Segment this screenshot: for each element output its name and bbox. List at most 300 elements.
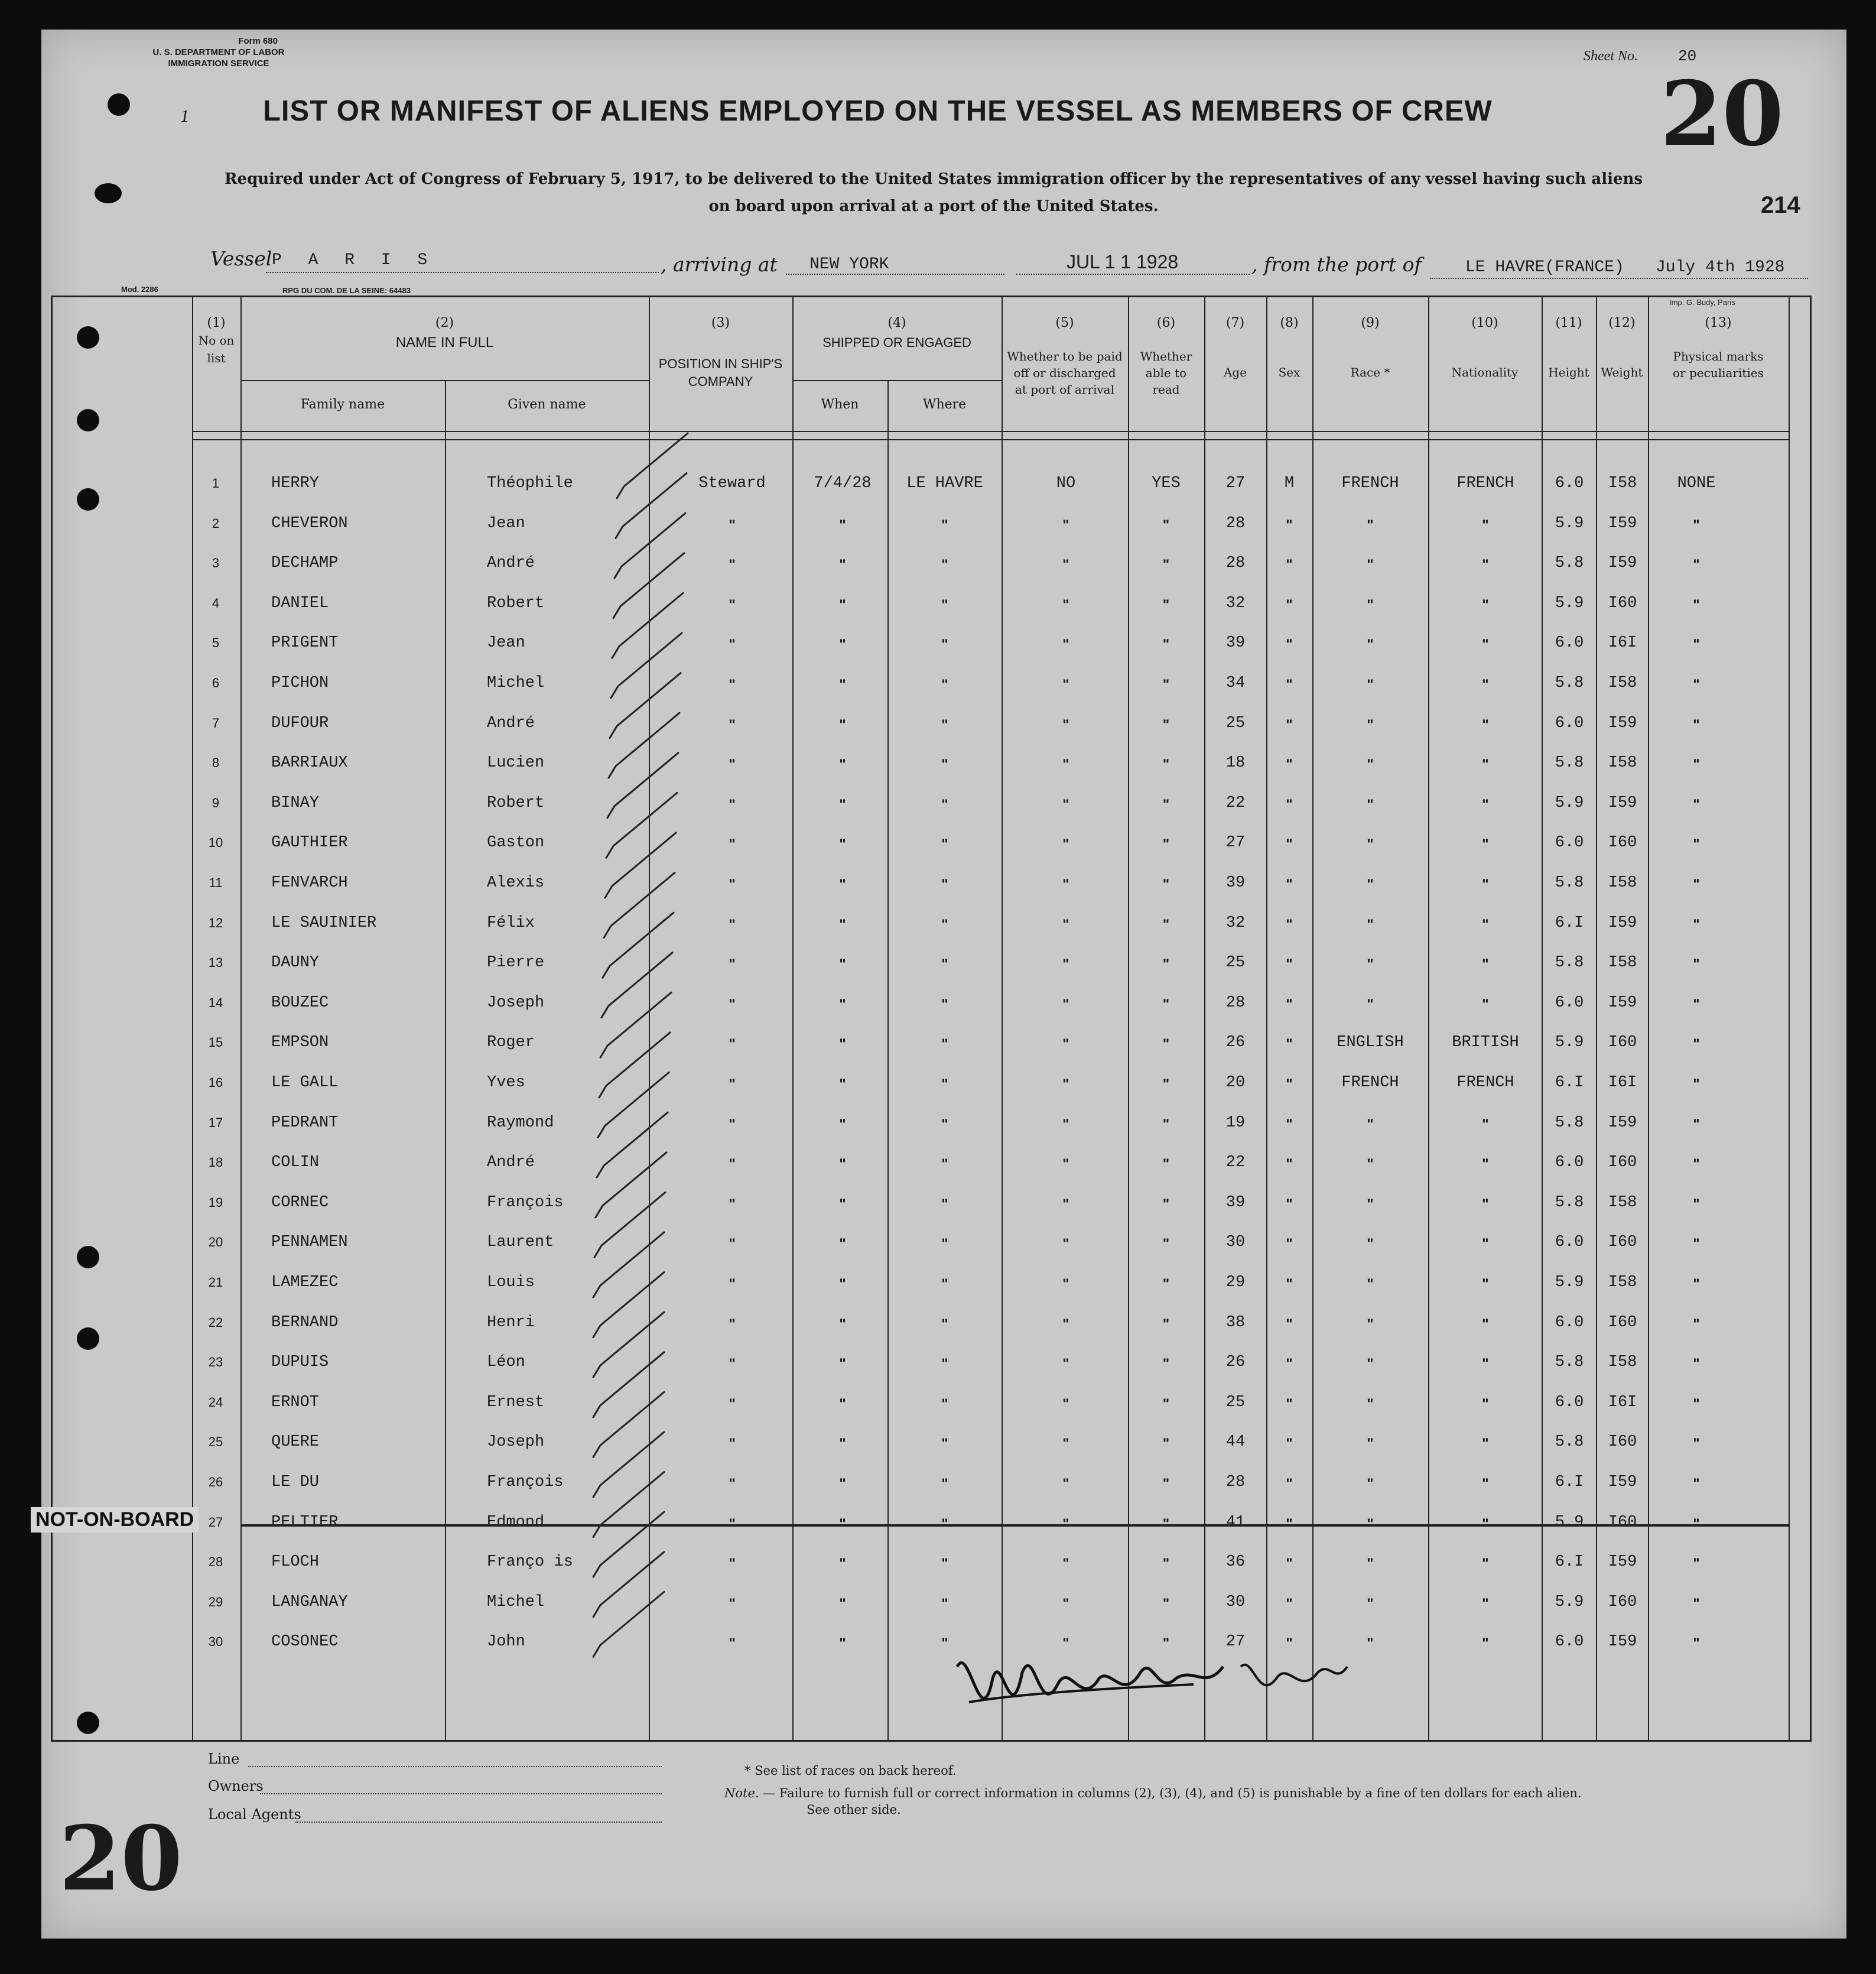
cell-height: 5.8 bbox=[1555, 674, 1584, 692]
cell-family: LE SAUINIER bbox=[271, 914, 377, 932]
cell-where: " bbox=[941, 1595, 948, 1612]
cell-family: PEDRANT bbox=[271, 1113, 339, 1132]
cell-position: " bbox=[729, 1515, 736, 1532]
cell-given: Robert bbox=[487, 594, 545, 612]
cell-paid-off: " bbox=[1062, 1076, 1069, 1092]
cell-marks: " bbox=[1693, 1476, 1700, 1492]
cell-sex: " bbox=[1286, 757, 1293, 773]
cell-position: " bbox=[729, 1395, 736, 1412]
col9-label: Race * bbox=[1350, 365, 1390, 379]
cell-sex: " bbox=[1286, 1236, 1293, 1252]
cell-paid-off: " bbox=[1062, 716, 1069, 733]
cell-given: Joseph bbox=[487, 1433, 545, 1452]
department-label: U. S. DEPARTMENT OF LABOR bbox=[152, 47, 285, 57]
cell-height: 5.8 bbox=[1555, 1193, 1584, 1212]
col6-label: Whether able to read bbox=[1140, 349, 1192, 397]
cell-read: " bbox=[1162, 716, 1170, 733]
cell-nationality: " bbox=[1482, 1316, 1489, 1332]
col5-num: (5) bbox=[1055, 316, 1074, 330]
cell-family: CHEVERON bbox=[271, 514, 348, 533]
row-number: 26 bbox=[208, 1475, 223, 1489]
cell-race: " bbox=[1367, 1196, 1374, 1212]
corner-mark: 1 bbox=[180, 106, 189, 126]
row-number: 11 bbox=[209, 875, 223, 890]
row-number: 4 bbox=[212, 595, 220, 611]
cell-nationality: " bbox=[1482, 1635, 1489, 1652]
row-number: 9 bbox=[212, 795, 220, 810]
row-number: 25 bbox=[208, 1434, 223, 1450]
cell-height: 6.0 bbox=[1555, 834, 1584, 852]
cell-sex: " bbox=[1286, 1635, 1293, 1652]
cell-position: " bbox=[729, 1236, 736, 1252]
cell-when: " bbox=[839, 1395, 846, 1412]
check-mark bbox=[616, 473, 687, 538]
cell-paid-off: " bbox=[1062, 1316, 1069, 1332]
cell-nationality: " bbox=[1482, 716, 1489, 733]
cell-where: " bbox=[941, 1476, 948, 1492]
cell-height: 6.0 bbox=[1555, 1393, 1584, 1411]
cell-family: COSONEC bbox=[271, 1633, 339, 1651]
cell-read: " bbox=[1162, 1316, 1170, 1332]
cell-given: André bbox=[487, 1154, 535, 1172]
cell-nationality: " bbox=[1482, 996, 1489, 1012]
arriving-underline bbox=[786, 274, 1004, 275]
arriving-port: NEW YORK bbox=[809, 255, 889, 274]
cell-read: " bbox=[1162, 876, 1170, 892]
cell-nationality: " bbox=[1482, 796, 1489, 813]
cell-weight: I60 bbox=[1608, 834, 1637, 852]
race-note: * See list of races on back hereof. bbox=[744, 1764, 957, 1778]
cell-age: 28 bbox=[1225, 554, 1246, 573]
cell-paid-off: " bbox=[1062, 1036, 1069, 1053]
col11-num: (11) bbox=[1555, 316, 1582, 330]
cell-weight: I58 bbox=[1608, 1353, 1637, 1372]
arriving-label: , arriving at bbox=[661, 253, 778, 276]
col1-label: No on list bbox=[198, 333, 235, 365]
cell-age: 26 bbox=[1225, 1034, 1246, 1052]
row-number: 7 bbox=[212, 715, 220, 730]
cell-read: " bbox=[1162, 1395, 1170, 1412]
cell-paid-off: " bbox=[1062, 1156, 1069, 1173]
cell-paid-off: " bbox=[1062, 1395, 1069, 1412]
cell-marks: " bbox=[1693, 876, 1700, 892]
cell-paid-off: " bbox=[1062, 1236, 1069, 1252]
check-mark bbox=[598, 1073, 669, 1138]
cell-nationality: " bbox=[1482, 1276, 1489, 1292]
cell-when: " bbox=[839, 1635, 846, 1652]
check-marks bbox=[53, 297, 1813, 1744]
cell-weight: I59 bbox=[1608, 514, 1637, 533]
cell-given: Alexis bbox=[487, 874, 545, 892]
cell-paid-off: " bbox=[1062, 1196, 1069, 1212]
bottom-big-number: 20 bbox=[59, 1807, 183, 1911]
cell-race: " bbox=[1367, 1156, 1374, 1173]
cell-paid-off: " bbox=[1062, 996, 1069, 1012]
cell-height: 5.9 bbox=[1555, 594, 1584, 612]
cell-position: " bbox=[729, 1116, 736, 1132]
cell-when: " bbox=[839, 517, 846, 533]
cell-family: BOUZEC bbox=[271, 994, 329, 1012]
cell-race: " bbox=[1367, 557, 1374, 573]
check-mark bbox=[605, 833, 676, 898]
cell-weight: I59 bbox=[1608, 1113, 1637, 1132]
row-number: 12 bbox=[208, 915, 223, 930]
cell-weight: I59 bbox=[1608, 554, 1637, 573]
cell-weight: I60 bbox=[1608, 1313, 1637, 1332]
cell-race: ENGLISH bbox=[1337, 1034, 1404, 1052]
cell-race: " bbox=[1367, 1476, 1374, 1492]
printer-ref: RPG DU COM. DE LA SEINE: 64483 bbox=[282, 286, 411, 295]
cell-weight: I58 bbox=[1608, 874, 1637, 892]
cell-given: Michel bbox=[487, 1593, 545, 1611]
cell-where: " bbox=[941, 1436, 948, 1452]
cell-race: " bbox=[1367, 1395, 1374, 1412]
cell-given: Jean bbox=[487, 514, 525, 533]
cell-weight: I60 bbox=[1608, 1233, 1637, 1252]
check-mark bbox=[594, 1192, 665, 1257]
cell-when: " bbox=[839, 956, 846, 973]
cell-marks: " bbox=[1693, 1116, 1700, 1132]
cell-when: " bbox=[839, 1036, 846, 1053]
cell-sex: " bbox=[1286, 836, 1293, 853]
cell-family: DECHAMP bbox=[271, 554, 339, 573]
cell-family: PELTIER bbox=[271, 1513, 339, 1531]
cell-where: " bbox=[941, 1395, 948, 1412]
cell-position: " bbox=[729, 716, 736, 733]
col4-num: (4) bbox=[887, 316, 906, 330]
cell-age: 39 bbox=[1225, 634, 1246, 652]
row-number: 5 bbox=[212, 635, 220, 651]
cell-position: " bbox=[729, 1476, 736, 1492]
cell-height: 6.0 bbox=[1555, 1154, 1584, 1172]
cell-age: 20 bbox=[1225, 1074, 1246, 1092]
cell-sex: " bbox=[1286, 557, 1293, 573]
cell-weight: I60 bbox=[1608, 594, 1637, 612]
cell-read: " bbox=[1162, 757, 1170, 773]
cell-nationality: " bbox=[1482, 1595, 1489, 1612]
cell-family: DANIEL bbox=[271, 594, 329, 612]
cell-position: " bbox=[729, 1635, 736, 1652]
cell-paid-off: " bbox=[1062, 876, 1069, 892]
row-number: 21 bbox=[208, 1275, 223, 1290]
row-number: 29 bbox=[208, 1594, 223, 1609]
cell-sex: " bbox=[1286, 996, 1293, 1012]
row-number: 28 bbox=[208, 1554, 223, 1570]
cell-when: " bbox=[839, 596, 846, 613]
cell-sex: " bbox=[1286, 1196, 1293, 1212]
cell-weight: I60 bbox=[1608, 1593, 1637, 1611]
cell-paid-off: " bbox=[1062, 1635, 1069, 1652]
cell-read: YES bbox=[1152, 475, 1181, 492]
check-mark bbox=[604, 873, 675, 938]
cell-when: " bbox=[839, 836, 846, 853]
owners-label: Owners bbox=[208, 1778, 264, 1794]
row-number: 14 bbox=[208, 995, 223, 1010]
cell-weight: I59 bbox=[1608, 714, 1637, 732]
cell-race: " bbox=[1367, 956, 1374, 973]
cell-paid-off: " bbox=[1062, 916, 1069, 933]
cell-race: " bbox=[1367, 1356, 1374, 1372]
mod-number: Mod. 2286 bbox=[121, 285, 158, 294]
check-mark bbox=[611, 633, 682, 698]
cell-read: " bbox=[1162, 1635, 1170, 1652]
cell-marks: " bbox=[1693, 1196, 1700, 1212]
cell-race: " bbox=[1367, 517, 1374, 533]
cell-where: " bbox=[941, 1236, 948, 1252]
cell-age: 22 bbox=[1225, 1154, 1246, 1172]
cell-read: " bbox=[1162, 1595, 1170, 1612]
cell-weight: I58 bbox=[1608, 1274, 1637, 1291]
cell-given: Ernest bbox=[487, 1393, 545, 1411]
row-number: 23 bbox=[208, 1355, 223, 1370]
cell-nationality: " bbox=[1482, 637, 1489, 653]
cell-family: FLOCH bbox=[271, 1553, 320, 1572]
cell-paid-off: " bbox=[1062, 1436, 1069, 1452]
cell-race: " bbox=[1367, 1116, 1374, 1132]
cell-family: FENVARCH bbox=[271, 874, 348, 892]
cell-race: FRENCH bbox=[1341, 475, 1399, 492]
cell-sex: " bbox=[1286, 1116, 1293, 1132]
sheet-no-label: Sheet No. bbox=[1584, 48, 1638, 64]
cell-sex: " bbox=[1286, 1595, 1293, 1612]
cell-given: Raymond bbox=[487, 1113, 554, 1132]
col6-num: (6) bbox=[1156, 316, 1176, 330]
cell-read: " bbox=[1162, 916, 1170, 933]
check-mark bbox=[610, 673, 681, 738]
form-number: Form 680 bbox=[238, 36, 278, 46]
cell-sex: " bbox=[1286, 1436, 1293, 1452]
cell-family: EMPSON bbox=[271, 1034, 329, 1052]
cell-race: " bbox=[1367, 1556, 1374, 1572]
col10-label: Nationality bbox=[1451, 365, 1519, 379]
cell-race: " bbox=[1367, 796, 1374, 813]
from-underline bbox=[1430, 278, 1808, 279]
stamp-number: 214 bbox=[1761, 192, 1800, 218]
cell-where: " bbox=[941, 1635, 948, 1652]
cell-where: " bbox=[941, 716, 948, 733]
cell-nationality: " bbox=[1482, 557, 1489, 573]
cell-given: Joseph bbox=[487, 994, 545, 1012]
cell-weight: I58 bbox=[1608, 754, 1637, 772]
check-mark bbox=[593, 1232, 664, 1297]
cell-marks: " bbox=[1693, 996, 1700, 1012]
cell-height: 6.0 bbox=[1555, 714, 1584, 732]
cell-position: " bbox=[729, 796, 736, 813]
cell-marks: " bbox=[1693, 796, 1700, 813]
cell-where: " bbox=[941, 916, 948, 933]
cell-marks: " bbox=[1693, 1556, 1700, 1572]
cell-given: Théophile bbox=[487, 475, 573, 492]
cell-age: 27 bbox=[1225, 1633, 1246, 1651]
officer-signature bbox=[945, 1631, 1359, 1749]
vessel-name: P A R I S bbox=[272, 251, 436, 270]
col5-label: Whether to be paid off or discharged at port of arrival bbox=[1007, 349, 1123, 397]
cell-race: " bbox=[1367, 1316, 1374, 1332]
cell-given: François bbox=[487, 1193, 564, 1212]
cell-weight: I6I bbox=[1608, 1074, 1637, 1092]
cell-paid-off: " bbox=[1062, 956, 1069, 973]
cell-marks: " bbox=[1693, 677, 1700, 693]
cell-nationality: " bbox=[1482, 1236, 1489, 1252]
cell-height: 5.8 bbox=[1555, 874, 1584, 892]
cell-given: Roger bbox=[487, 1034, 535, 1052]
cell-given: François bbox=[487, 1473, 564, 1491]
cell-weight: I60 bbox=[1608, 1433, 1637, 1452]
cell-height: 6.0 bbox=[1555, 1313, 1584, 1332]
cell-marks: " bbox=[1693, 596, 1700, 613]
cell-position: " bbox=[729, 1156, 736, 1173]
cell-position: " bbox=[729, 1356, 736, 1372]
cell-height: 6.0 bbox=[1555, 475, 1584, 492]
cell-paid-off: " bbox=[1062, 796, 1069, 813]
cell-race: " bbox=[1367, 716, 1374, 733]
cell-marks: " bbox=[1693, 1515, 1700, 1532]
row-number: 1 bbox=[212, 476, 220, 491]
cell-position: " bbox=[729, 1556, 736, 1572]
cell-given: Léon bbox=[487, 1353, 525, 1372]
cell-sex: " bbox=[1286, 1556, 1293, 1572]
cell-when: " bbox=[839, 1356, 846, 1372]
cell-given: Yves bbox=[487, 1074, 525, 1092]
col4-sub-when: When bbox=[821, 397, 859, 412]
col8-num: (8) bbox=[1280, 316, 1299, 330]
cell-age: 30 bbox=[1225, 1233, 1246, 1252]
cell-paid-off: " bbox=[1062, 1116, 1069, 1132]
cell-position: " bbox=[729, 876, 736, 892]
cell-when: " bbox=[839, 1595, 846, 1612]
cell-read: " bbox=[1162, 517, 1170, 533]
cell-height: 6.0 bbox=[1555, 1233, 1584, 1252]
cell-age: 27 bbox=[1225, 475, 1246, 492]
col4-sub-where: Where bbox=[922, 397, 967, 412]
cell-height: 5.9 bbox=[1555, 514, 1584, 533]
cell-position: " bbox=[729, 596, 736, 613]
cell-height: 5.8 bbox=[1555, 1433, 1584, 1452]
cell-age: 27 bbox=[1225, 834, 1246, 852]
cell-when: " bbox=[839, 1556, 846, 1572]
cell-marks: " bbox=[1693, 757, 1700, 773]
cell-where: " bbox=[941, 956, 948, 973]
cell-age: 28 bbox=[1225, 1473, 1246, 1491]
sheet-no-value: 20 bbox=[1678, 47, 1697, 65]
col2-sub-given: Given name bbox=[508, 397, 586, 412]
cell-where: " bbox=[941, 1316, 948, 1332]
cell-age: 30 bbox=[1225, 1593, 1246, 1611]
cell-marks: " bbox=[1693, 1156, 1700, 1173]
cell-height: 6.I bbox=[1555, 1553, 1584, 1572]
cell-family: PICHON bbox=[271, 674, 329, 692]
cell-read: " bbox=[1162, 596, 1170, 613]
sheet-big-number: 20 bbox=[1660, 62, 1784, 166]
from-port: LE HAVRE(FRANCE) bbox=[1465, 258, 1624, 277]
note-label: Note. bbox=[724, 1786, 759, 1800]
check-mark bbox=[602, 953, 672, 1018]
cell-paid-off: " bbox=[1062, 1276, 1069, 1292]
row-number: 3 bbox=[212, 556, 220, 571]
subtitle-line-2: on board upon arrival at a port of the United States. bbox=[708, 197, 1159, 215]
check-mark bbox=[600, 992, 671, 1057]
cell-height: 5.9 bbox=[1555, 1274, 1584, 1291]
col7-num: (7) bbox=[1225, 316, 1245, 330]
cell-age: 38 bbox=[1225, 1313, 1246, 1332]
cell-paid-off: " bbox=[1062, 757, 1069, 773]
cell-race: " bbox=[1367, 996, 1374, 1012]
cell-family: DUPUIS bbox=[271, 1353, 329, 1372]
cell-family: DUFOUR bbox=[271, 714, 329, 732]
cell-height: 6.0 bbox=[1555, 994, 1584, 1012]
cell-given: Laurent bbox=[487, 1233, 554, 1252]
cell-paid-off: " bbox=[1062, 637, 1069, 653]
cell-marks: " bbox=[1693, 637, 1700, 653]
punch-hole bbox=[95, 183, 122, 203]
cell-family: PRIGENT bbox=[271, 634, 339, 652]
cell-age: 34 bbox=[1225, 674, 1246, 692]
cell-height: 6.0 bbox=[1555, 1633, 1584, 1651]
cell-given: André bbox=[487, 554, 535, 573]
cell-paid-off: " bbox=[1062, 517, 1069, 533]
cell-read: " bbox=[1162, 1196, 1170, 1212]
cell-weight: I59 bbox=[1608, 914, 1637, 932]
cell-nationality: " bbox=[1482, 1116, 1489, 1132]
cell-when: " bbox=[839, 876, 846, 892]
cell-nationality: " bbox=[1482, 916, 1489, 933]
cell-sex: " bbox=[1286, 517, 1293, 533]
cell-marks: " bbox=[1693, 1076, 1700, 1092]
cell-race: " bbox=[1367, 757, 1374, 773]
cell-race: FRENCH bbox=[1341, 1074, 1399, 1092]
row-number: 6 bbox=[212, 676, 220, 690]
line-label: Line bbox=[208, 1751, 240, 1767]
cell-family: ERNOT bbox=[271, 1393, 320, 1411]
cell-family: BARRIAUX bbox=[271, 754, 348, 772]
cell-read: " bbox=[1162, 956, 1170, 973]
cell-family: DAUNY bbox=[271, 954, 320, 972]
cell-sex: " bbox=[1286, 1276, 1293, 1292]
cell-where: " bbox=[941, 757, 948, 773]
cell-nationality: " bbox=[1482, 956, 1489, 973]
cell-paid-off: " bbox=[1062, 1515, 1069, 1532]
cell-family: COLIN bbox=[271, 1154, 320, 1172]
row-number: 24 bbox=[208, 1394, 223, 1410]
arrival-date-stamp: JUL 1 1 1928 bbox=[1067, 251, 1179, 272]
cell-race: " bbox=[1367, 1236, 1374, 1252]
cell-height: 5.9 bbox=[1555, 1513, 1584, 1531]
col2-label: NAME IN FULL bbox=[395, 335, 494, 350]
cell-where: " bbox=[941, 517, 948, 533]
cell-nationality: " bbox=[1482, 1356, 1489, 1372]
check-mark bbox=[606, 793, 677, 858]
cell-weight: I59 bbox=[1608, 1473, 1637, 1491]
cell-when: " bbox=[839, 757, 846, 773]
cell-position: " bbox=[729, 677, 736, 693]
cell-marks: " bbox=[1693, 836, 1700, 853]
cell-family: BINAY bbox=[271, 794, 320, 812]
cell-where: " bbox=[941, 1515, 948, 1532]
cell-race: " bbox=[1367, 1515, 1374, 1532]
cell-age: 28 bbox=[1225, 994, 1246, 1012]
cell-where: " bbox=[941, 1356, 948, 1372]
cell-when: " bbox=[839, 916, 846, 933]
cell-where: " bbox=[941, 1036, 948, 1053]
form-meta bbox=[136, 35, 301, 69]
col2-sub-family: Family name bbox=[300, 397, 385, 412]
cell-height: 5.9 bbox=[1555, 1593, 1584, 1611]
cell-given: Henri bbox=[487, 1313, 535, 1332]
cell-sex: " bbox=[1286, 1156, 1293, 1173]
subtitle-line-1: Required under Act of Congress of February 5, 1917, to be delivered to the United States immigration officer by the representatives of any vessel having such aliens bbox=[224, 170, 1643, 188]
cell-when: " bbox=[839, 637, 846, 653]
cell-sex: " bbox=[1286, 1395, 1293, 1412]
